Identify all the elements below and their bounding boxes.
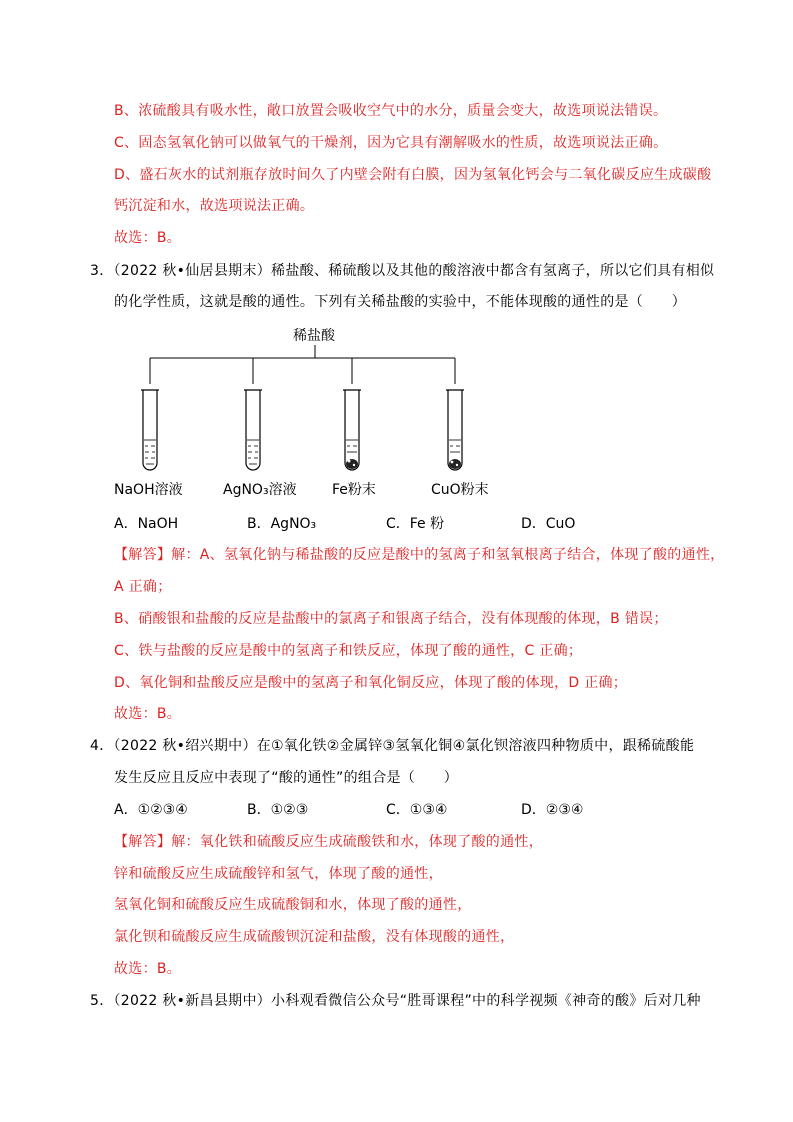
prev-answer-line-b: B、浓硫酸具有吸水性，敞口放置会吸收空气中的水分，质量会变大，故选项说法错误。 (114, 103, 668, 119)
prev-answer-line-d2: 钙沉淀和水，故选项说法正确。 (114, 198, 315, 214)
prev-answer-line-d1: D、盛石灰水的试剂瓶存放时间久了内壁会附有白膜，因为氢氧化钙会与二氧化碳反应生成碳酸 (114, 167, 712, 183)
q4-answer-tag: 【解答】 (114, 834, 172, 850)
q4-answer-2: 锌和硫酸反应生成硫酸锌和氢气，体现了酸的通性， (114, 866, 443, 882)
q3-answer-choice: 故选：B。 (114, 706, 182, 722)
q3-answer-d: D、氧化铜和盐酸反应是酸中的氢离子和氧化铜反应，体现了酸的体现，D 正确； (114, 675, 628, 691)
q5-stem-line1: 5．（2022 秋•新昌县期中）小科观看微信公众号“胜哥课程”中的科学视频《神奇的酸》后对几种 (90, 993, 701, 1009)
q4-answer-1: 解：氧化铁和硫酸反应生成硫酸铁和水，体现了酸的通性， (171, 834, 544, 850)
q3-figure-top-label: 稀盐酸 (293, 328, 335, 344)
tube-agno3 (244, 390, 262, 470)
tube-cuo (446, 390, 464, 470)
q4-answer-line1 (114, 832, 543, 852)
q4-option-c: C．①③④ (386, 802, 448, 818)
q4-stem-line1: 4．（2022 秋•绍兴期中）在①氧化铁②金属锌③氢氧化铜④氯化钡溶液四种物质中，跟稀硫酸能 (90, 738, 695, 754)
q4-option-b: B．①②③ (247, 802, 309, 818)
q4-stem-line2: 发生反应且反应中表现了“酸的通性”的组合是（ ） (114, 770, 459, 786)
q3-tube-label-4: CuO粉末 (431, 482, 489, 498)
q3-tube-label-3: Fe粉末 (332, 482, 376, 498)
q3-option-b: B．AgNO₃ (247, 516, 317, 532)
q4-answer-choice: 故选：B。 (114, 961, 182, 977)
q3-stem-line2: 的化学性质，这就是酸的通性。下列有关稀盐酸的实验中，不能体现酸的通性的是（ ） (114, 294, 686, 310)
q3-answer-a1: 解：A、氢氧化钠与稀盐酸的反应是酸中的氢离子和氢氧根离子结合，体现了酸的通性， (171, 547, 725, 563)
q3-answer-b: B、硝酸银和盐酸的反应是盐酸中的氯离子和银离子结合，没有体现酸的体现，B 错误； (114, 611, 668, 627)
prev-answer-line-c: C、固态氢氧化钠可以做氧气的干燥剂，因为它具有潮解吸水的性质，故选项说法正确。 (114, 135, 668, 151)
q3-answer-c: C、铁与盐酸的反应是酸中的氢离子和铁反应，体现了酸的通性，C 正确； (114, 643, 583, 659)
q4-option-d: D．②③④ (521, 802, 584, 818)
q3-tube-label-1: NaOH溶液 (114, 482, 183, 498)
q3-option-c: C．Fe 粉 (386, 516, 445, 532)
q3-answer-line1 (114, 545, 724, 565)
q3-answer-tag: 【解答】 (114, 547, 172, 563)
prev-answer-choice: 故选：B。 (114, 230, 182, 246)
q3-tube-label-2: AgNO₃溶液 (223, 482, 297, 498)
q4-option-a: A．①②③④ (114, 802, 188, 818)
q4-answer-3: 氢氧化铜和硫酸反应生成硫酸铜和水，体现了酸的通性， (114, 897, 472, 913)
q3-stem-line1: 3．（2022 秋•仙居县期末）稀盐酸、稀硫酸以及其他的酸溶液中都含有氢离子，所以它们具有相似 (90, 263, 715, 279)
q3-option-a: A．NaOH (114, 516, 179, 532)
tube-naoh (141, 390, 159, 470)
q3-answer-a2: A 正确； (114, 579, 172, 595)
q4-answer-4: 氯化钡和硫酸反应生成硫酸钡沉淀和盐酸，没有体现酸的通性， (114, 929, 515, 945)
q3-option-d: D．CuO (521, 516, 576, 532)
tube-fe (343, 390, 361, 470)
